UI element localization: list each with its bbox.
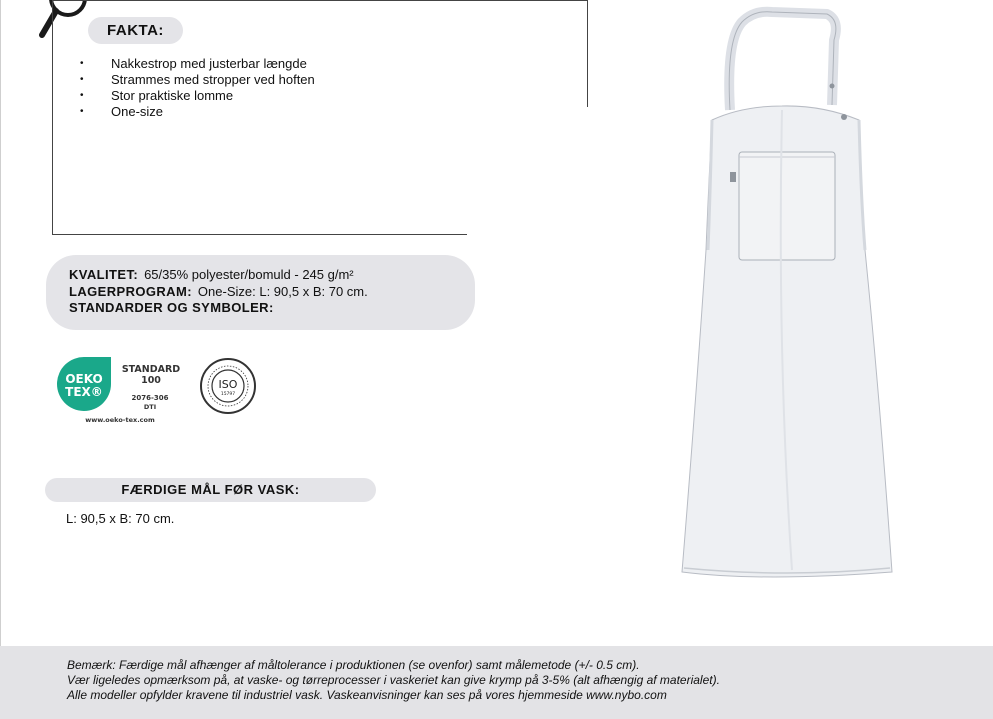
oeko-line1: OEKO [65,372,103,386]
list-item [80,56,315,72]
quality-row [69,267,354,283]
measurements-title: FÆRDIGE MÅL FØR VASK: [45,478,376,502]
iso-label: ISO [218,378,238,391]
iso-15797-seal [198,357,258,415]
oeko-tex-logo [56,356,186,426]
list-item [80,72,315,88]
bullet: • [80,90,84,101]
oeko-website: www.oeko-tex.com [85,416,155,424]
apron-product-image [672,0,912,590]
footer-line: Alle modeller opfylder kravene til industriel vask. Vaskeanvisninger kan ses på vores hjemmeside www.nybo.com [67,688,667,702]
footer-line: Bemærk: Færdige mål afhænger af måltolerance i produktionen (se ovenfor) samt målemetode (+/- 0.5 cm). [67,658,640,672]
fact-text: Strammes med stropper ved hoften [111,72,315,87]
bullet: • [80,58,84,69]
facts-list [80,56,315,120]
footer-line: Vær ligeledes opmærksom på, at vaske- og tørreprocesser i vaskeriet kan give krymp på 3-5% (alt afhængig af materialet). [67,673,720,687]
fact-text: One-size [111,104,164,119]
oeko-standard: STANDARD [121,364,181,375]
stock-label: LAGERPROGRAM: [69,284,192,299]
iso-number: 15797 [220,392,236,397]
standards-row [69,300,280,316]
page-border [0,0,1,719]
footer-note [0,646,993,719]
stock-row [69,284,368,300]
stock-value: One-Size: L: 90,5 x B: 70 cm. [197,284,368,299]
oeko-institute: DTI [143,403,157,411]
oeko-standard-number: 100 [141,375,161,386]
quality-label: KVALITET: [69,267,139,282]
list-item [80,104,315,120]
standards-label: STANDARDER OG SYMBOLER: [69,300,274,315]
fact-text: Nakkestrop med justerbar længde [111,56,307,71]
bullet: • [80,74,84,85]
fact-text: Stor praktiske lomme [111,88,234,103]
facts-title: FAKTA: [88,17,183,44]
oeko-line2: TEX® [65,385,103,399]
list-item [80,88,315,104]
quality-value: 65/35% polyester/bomuld - 245 g/m² [144,267,354,282]
bullet: • [80,106,84,117]
measurements-value: L: 90,5 x B: 70 cm. [66,511,175,526]
oeko-cert-number: 2076-306 [131,394,169,402]
